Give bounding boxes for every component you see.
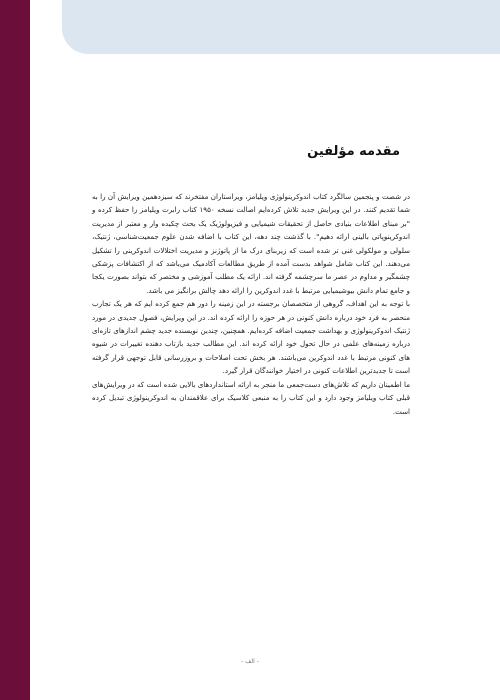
paragraph: در شصت و پنجمین سالگرد کتاب اندوکرینولوژی ویلیامز، ویراستاران مفتخرند که سیزدهمین ویرایش آن را به شما تقدیم کنند. در این ویرایش جدید تلاش کرده‌ایم اصالت نسخه ۱۹۵۰ کتاب رابرت ویلیامز را حفظ کرده و "بر مبنای اطلاعات بنیادی حاصل از تحقیقات شیمیایی و فیزیولوژیک یک بحث چکیده وار و معتبر از مدیریت اندوکرینوپاتی بالینی ارائه دهیم". با گذشت چند دهه، این کتاب با اضافه شدن علوم جمعیت‌شناسی، ژنتیک، سلولی و مولکولی غنی تر شده است که زیربنای درک ما از پاتوژنز و مدیریت اختلالات اندوکرینی را تشکیل می‌دهند. این کتاب شامل شواهد بدست آمده از طریق مطالعات آکادمیک می‌باشد که از اکتشافات پزشکی چشمگیر و مداوم در عصر ما سرچشمه گرفته اند. ارائه یک مطلب آموزشی و مختصر که بتواند بصورت یکجا و جامع تمام دانش بیوشیمیایی مرتبط با غدد اندوکرین را ارائه دهد چالش برانگیز می باشد.: [92, 192, 410, 295]
header-tab-shape: [62, 0, 500, 54]
header-band: [30, 0, 500, 55]
page-title: مقدمه مؤلفین: [307, 144, 400, 159]
paragraph: با توجه به این اهداف، گروهی از متخصصان برجسته در این زمینه را دور هم جمع کرده ایم که هر یک تجارب منحصر به فرد خود درباره دانش کنونی در هر حوزه را ارائه کرده اند. در این ویرایش، فصول جدیدی در مورد ژنتیک اندوکرینولوژی و بهداشت جمعیت اضافه کرده‌ایم. همچنین، چندین نویسنده جدید چشم اندازهای تازه‌ای درباره زمینه‌های علمی در حال تحول خود ارائه کرده اند. این مطالب جدید بازتاب دهنده تغییرات در شیوه های کنونی مرتبط با غدد اندوکرین می‌باشند. هر بخش تحت اصلاحات و بروزرسانی قابل توجهی قرار گرفته است تا جدیدترین اطلاعات کنونی در اختیار خوانندگان قرار گیرد.: [92, 299, 410, 376]
page-number: - الف -: [241, 658, 259, 665]
paragraph: ما اطمینان داریم که تلاش‌های دست‌جمعی ما منجر به ارائه استانداردهای بالایی شده است که در ویرایش‌های قبلی کتاب ویلیامز وجود دارد و این کتاب را به منبعی کلاسیک برای علاقمندان به اندوکرینولوژی تبدیل کرده است.: [92, 379, 410, 416]
body-text: [92, 190, 410, 418]
page-spine-band: [0, 0, 30, 700]
